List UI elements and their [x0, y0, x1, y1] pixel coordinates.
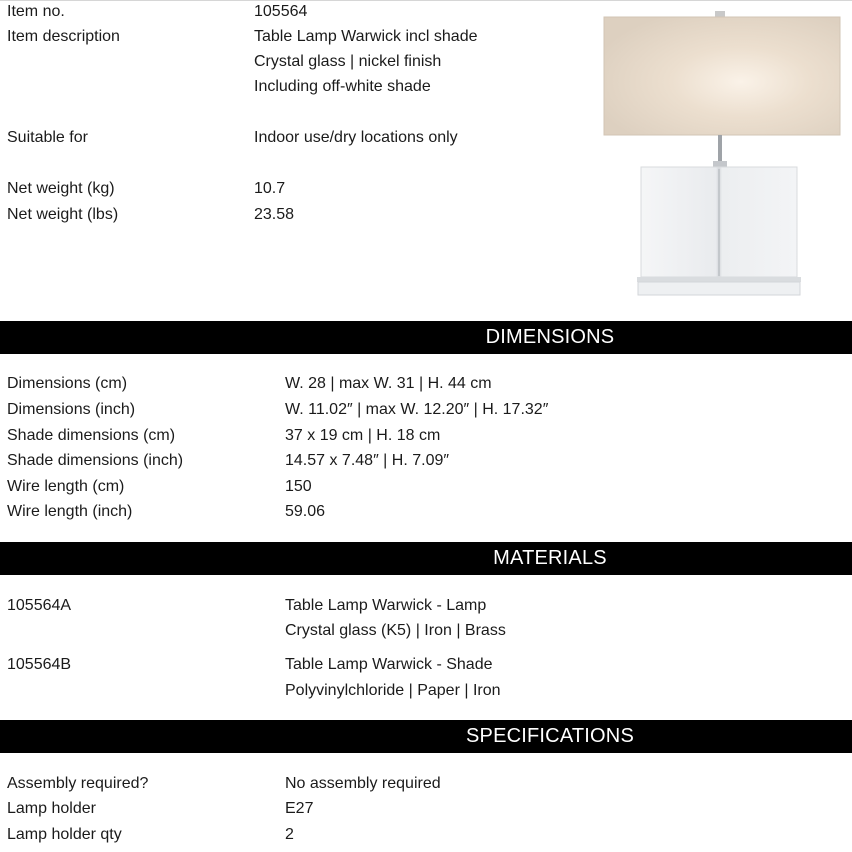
dimension-value: 14.57 x 7.48″ | H. 7.09″ — [285, 452, 450, 469]
specification-label: Assembly required? — [7, 775, 149, 792]
material-composition: Polyvinylchloride | Paper | Iron — [285, 682, 501, 699]
dimension-label: Dimensions (inch) — [7, 401, 136, 418]
dimension-value: 150 — [285, 478, 312, 495]
specification-label: Lamp holder qty — [7, 826, 122, 843]
net-weight-kg-label: Net weight (kg) — [7, 180, 115, 197]
item-no-value: 105564 — [254, 3, 308, 20]
specification-value: E27 — [285, 800, 314, 817]
item-description-line-2: Crystal glass | nickel finish — [254, 53, 442, 70]
net-weight-lbs-value: 23.58 — [254, 206, 295, 223]
dimensions-heading: DIMENSIONS — [485, 326, 615, 348]
dimension-row — [0, 398, 852, 422]
dimension-label: Shade dimensions (inch) — [7, 452, 184, 469]
lamp-collar — [713, 161, 727, 167]
item-description-label: Item description — [7, 28, 120, 45]
dimension-label: Wire length (inch) — [7, 503, 133, 520]
dimension-row — [0, 500, 852, 524]
dimension-label: Shade dimensions (cm) — [7, 427, 176, 444]
specification-row — [0, 772, 852, 796]
lamp-finial — [715, 11, 725, 17]
dimension-value: 59.06 — [285, 503, 326, 520]
suitable-for-value: Indoor use/dry locations only — [254, 129, 458, 146]
lamp-shade — [604, 17, 840, 135]
dimension-row — [0, 372, 852, 396]
lamp-plinth-top — [637, 277, 801, 282]
dimensions-header — [0, 321, 852, 354]
item-no-label: Item no. — [7, 3, 65, 20]
specification-row — [0, 797, 852, 821]
table-lamp-image — [598, 8, 848, 300]
material-item — [0, 653, 852, 677]
material-part-name: Table Lamp Warwick - Lamp — [285, 597, 487, 614]
materials-heading: MATERIALS — [493, 547, 607, 569]
specifications-heading: SPECIFICATIONS — [465, 725, 634, 747]
dimension-row — [0, 475, 852, 499]
material-item — [0, 594, 852, 618]
material-composition: Crystal glass (K5) | Iron | Brass — [285, 622, 506, 639]
specifications-header — [0, 720, 852, 753]
specification-value: No assembly required — [285, 775, 441, 792]
dimension-value: W. 28 | max W. 31 | H. 44 cm — [285, 375, 492, 392]
material-code: 105564A — [7, 597, 72, 614]
materials-header — [0, 542, 852, 575]
suitable-for-label: Suitable for — [7, 129, 88, 146]
lamp-stem — [718, 135, 722, 165]
lamp-plinth — [638, 282, 800, 295]
material-part-name: Table Lamp Warwick - Shade — [285, 656, 493, 673]
dimension-label: Wire length (cm) — [7, 478, 125, 495]
net-weight-kg-value: 10.7 — [254, 180, 286, 197]
item-description-line-1: Table Lamp Warwick incl shade — [254, 28, 478, 45]
material-code: 105564B — [7, 656, 72, 673]
item-description-line-3: Including off-white shade — [254, 78, 431, 95]
specification-value: 2 — [285, 826, 294, 843]
dimension-label: Dimensions (cm) — [7, 375, 128, 392]
dimension-value: 37 x 19 cm | H. 18 cm — [285, 427, 441, 444]
dimension-row — [0, 449, 852, 473]
dimension-value: W. 11.02″ | max W. 12.20″ | H. 17.32″ — [285, 401, 549, 418]
dimension-row — [0, 424, 852, 448]
specification-label: Lamp holder — [7, 800, 96, 817]
specification-row — [0, 823, 852, 847]
net-weight-lbs-label: Net weight (lbs) — [7, 206, 119, 223]
